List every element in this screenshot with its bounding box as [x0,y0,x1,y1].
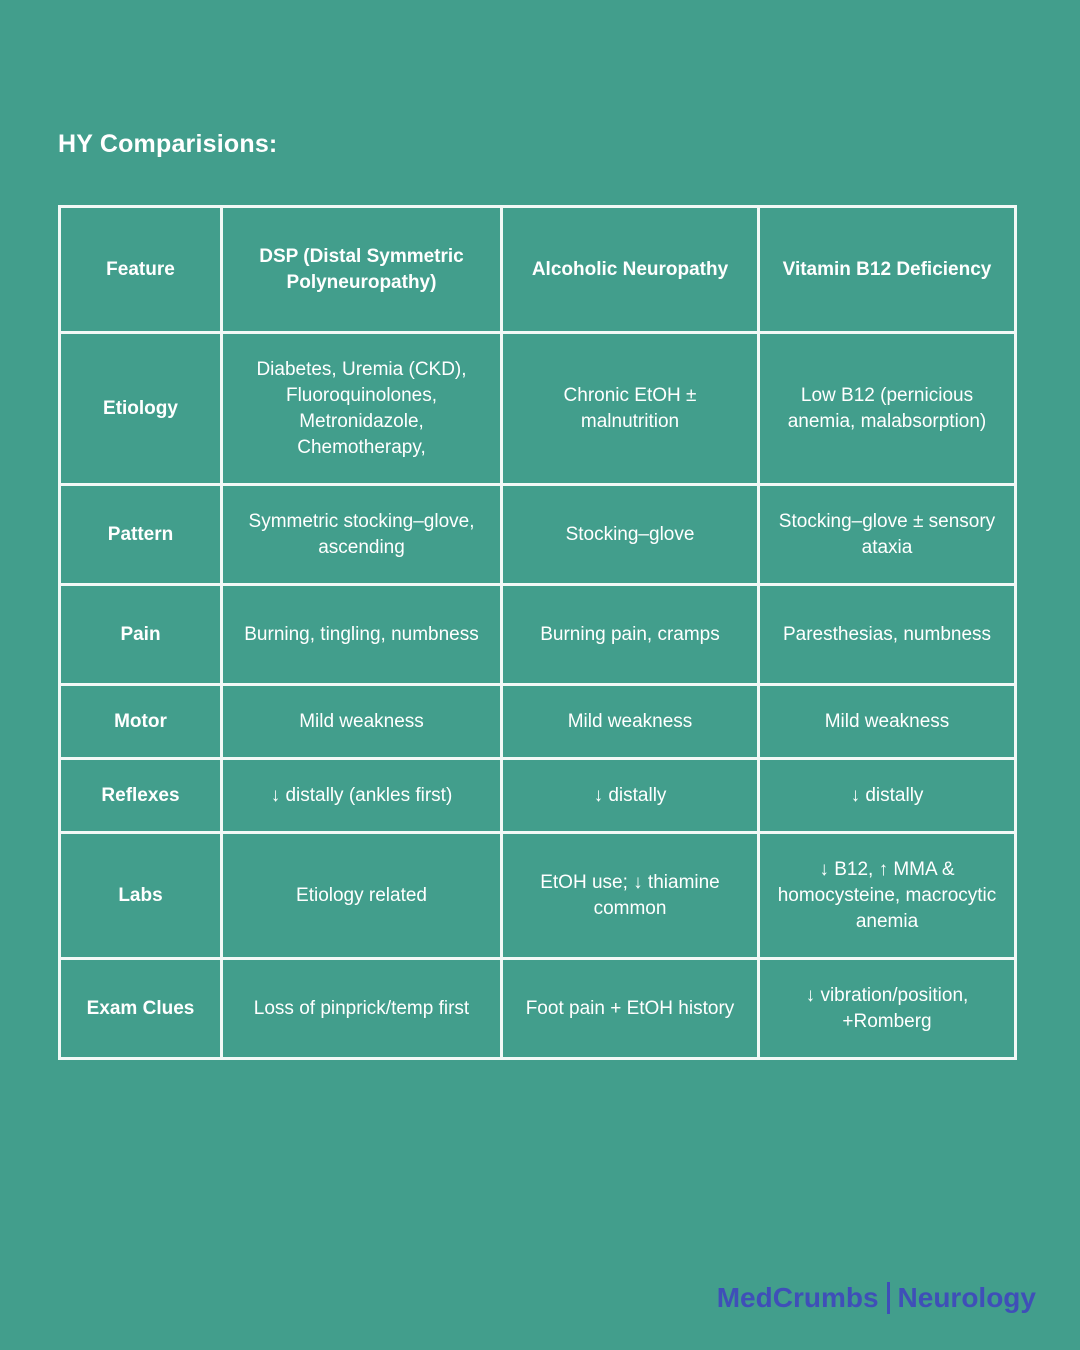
cell-dsp: Etiology related [222,833,502,959]
table-row [60,759,1016,833]
table-row [60,833,1016,959]
brand-logo [717,1282,1036,1314]
header-alcoholic: Alcoholic Neuropathy [502,207,759,333]
table-row [60,485,1016,585]
header-b12: Vitamin B12 Deficiency [759,207,1016,333]
cell-alcoholic: Chronic EtOH ± malnutrition [502,333,759,485]
table-row [60,585,1016,685]
cell-dsp: Diabetes, Uremia (CKD), Fluoroquinolones, Metronidazole, Chemotherapy, [222,333,502,485]
cell-dsp: Burning, tingling, numbness [222,585,502,685]
brand-name: MedCrumbs [716,1282,879,1313]
row-label: Reflexes [60,759,222,833]
table-row [60,685,1016,759]
row-label: Motor [60,685,222,759]
table-row [60,959,1016,1059]
cell-b12: ↓ B12, ↑ MMA & homocysteine, macrocytic anemia [759,833,1016,959]
header-dsp: DSP (Distal Symmetric Polyneuropathy) [222,207,502,333]
cell-b12: ↓ vibration/position, +Romberg [759,959,1016,1059]
cell-alcoholic: Foot pain + EtOH history [502,959,759,1059]
page-title: HY Comparisions: [58,130,278,158]
cell-dsp: Loss of pinprick/temp first [222,959,502,1059]
cell-b12: Paresthesias, numbness [759,585,1016,685]
cell-b12: ↓ distally [759,759,1016,833]
brand-section: Neurology [897,1282,1036,1313]
cell-b12: Low B12 (pernicious anemia, malabsorption) [759,333,1016,485]
cell-alcoholic: ↓ distally [502,759,759,833]
cell-dsp: ↓ distally (ankles first) [222,759,502,833]
cell-dsp: Symmetric stocking–glove, ascending [222,485,502,585]
cell-alcoholic: Stocking–glove [502,485,759,585]
row-label: Exam Clues [60,959,222,1059]
cell-b12: Mild weakness [759,685,1016,759]
row-label: Etiology [60,333,222,485]
header-feature: Feature [60,207,222,333]
comparison-table [58,205,1017,1060]
cell-b12: Stocking–glove ± sensory ataxia [759,485,1016,585]
row-label: Pain [60,585,222,685]
row-label: Labs [60,833,222,959]
cell-dsp: Mild weakness [222,685,502,759]
table-row [60,333,1016,485]
cell-alcoholic: EtOH use; ↓ thiamine common [502,833,759,959]
cell-alcoholic: Burning pain, cramps [502,585,759,685]
table-header-row [60,207,1016,333]
row-label: Pattern [60,485,222,585]
cell-alcoholic: Mild weakness [502,685,759,759]
brand-divider [887,1282,890,1314]
